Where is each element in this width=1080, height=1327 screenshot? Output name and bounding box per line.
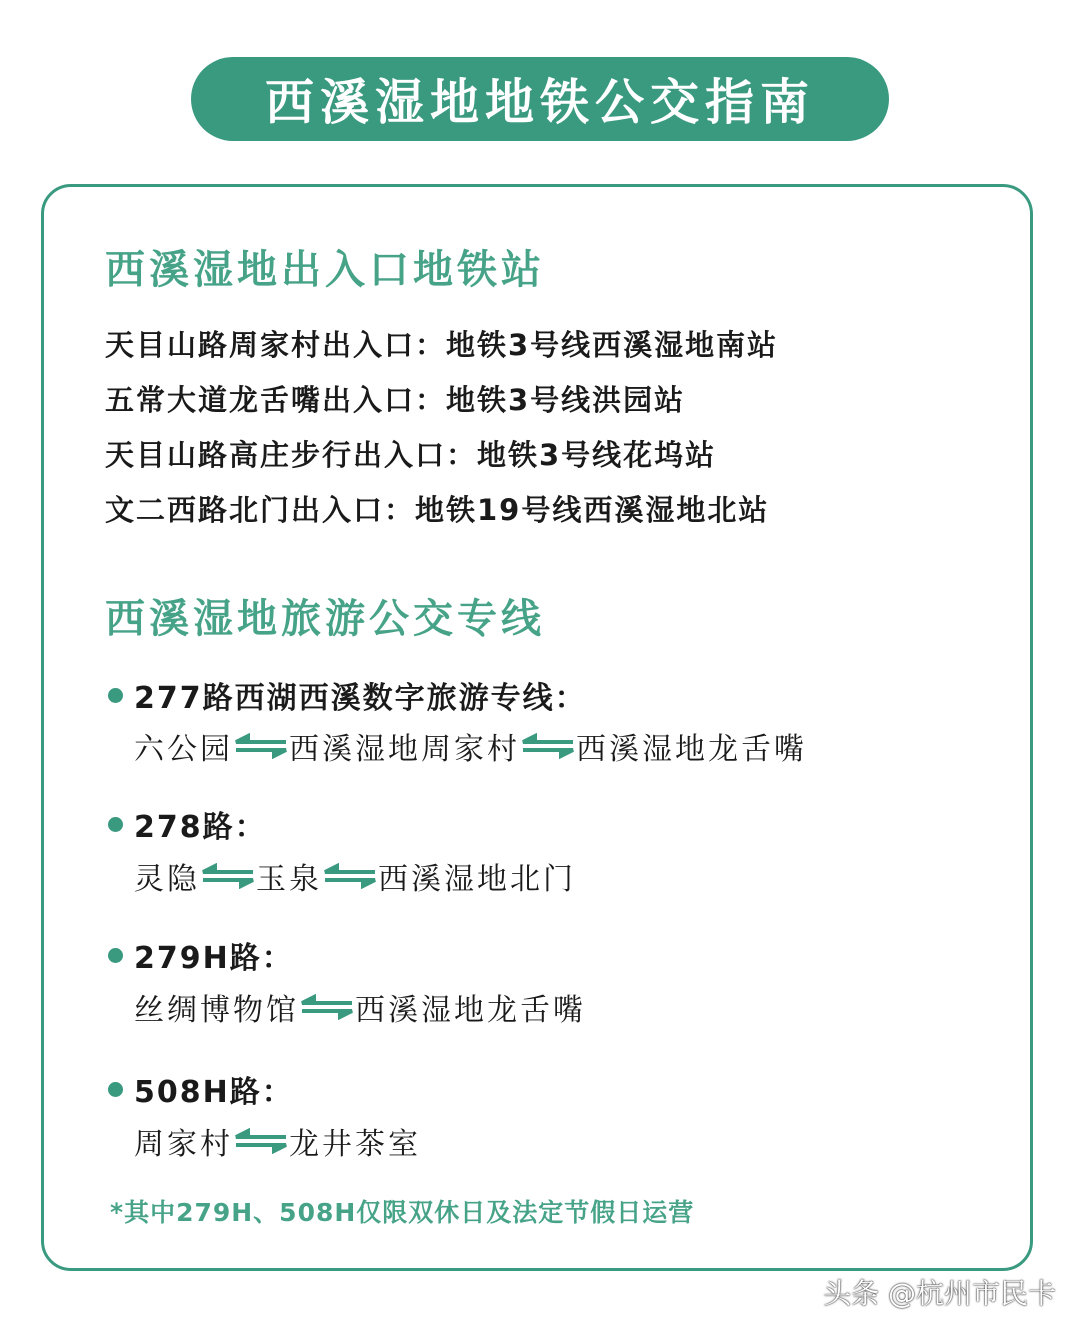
two-way-arrows-icon xyxy=(521,733,575,759)
bus-stop: 西溪湿地周家村 xyxy=(289,732,520,767)
metro-entrance-line: 天目山路周家村出入口：地铁3号线西溪湿地南站 xyxy=(105,328,779,362)
two-way-arrows-icon xyxy=(300,994,354,1020)
bullet-icon xyxy=(108,1082,123,1097)
bus-route-name: 279H路： xyxy=(134,941,294,976)
bus-stop: 灵隐 xyxy=(134,862,200,897)
bus-stop: 玉泉 xyxy=(256,862,322,897)
bus-route-name: 508H路： xyxy=(134,1075,294,1110)
bullet-icon xyxy=(108,688,123,703)
bus-route-278-header xyxy=(108,802,267,846)
bus-stop: 龙井茶室 xyxy=(289,1127,421,1162)
two-way-arrows-icon xyxy=(323,863,377,889)
two-way-arrows-icon xyxy=(234,1128,288,1154)
page-title: 西溪湿地地铁公交指南 xyxy=(264,74,815,131)
two-way-arrows-icon xyxy=(201,863,255,889)
bullet-icon xyxy=(108,817,123,832)
bus-section-heading: 西溪湿地旅游公交专线 xyxy=(105,596,545,642)
bus-stop: 六公园 xyxy=(134,732,233,767)
bus-route-277-stops xyxy=(134,724,807,768)
bus-route-277-header xyxy=(108,673,587,717)
two-way-arrows-icon xyxy=(234,733,288,759)
metro-section-heading: 西溪湿地出入口地铁站 xyxy=(105,247,545,293)
metro-entrance-line: 天目山路高庄步行出入口：地铁3号线花坞站 xyxy=(105,438,717,472)
bus-stop: 西溪湿地龙舌嘴 xyxy=(355,993,586,1028)
metro-entrance-line: 五常大道龙舌嘴出入口：地铁3号线洪园站 xyxy=(105,383,686,417)
bus-stop: 周家村 xyxy=(134,1127,233,1162)
bus-stop: 丝绸博物馆 xyxy=(134,993,299,1028)
bus-route-508h-stops xyxy=(134,1119,421,1163)
bus-route-508h-header xyxy=(108,1067,294,1111)
bus-stop: 西溪湿地北门 xyxy=(378,862,576,897)
bus-route-name: 278路： xyxy=(134,810,267,845)
bus-stop: 西溪湿地龙舌嘴 xyxy=(576,732,807,767)
title-banner xyxy=(191,57,889,141)
bus-route-279h-header xyxy=(108,933,294,977)
bus-route-278-stops xyxy=(134,854,576,898)
metro-entrance-line: 文二西路北门出入口：地铁19号线西溪湿地北站 xyxy=(105,493,770,527)
bus-route-name: 277路西湖西溪数字旅游专线： xyxy=(134,681,587,716)
bullet-icon xyxy=(108,948,123,963)
footnote: *其中279H、508H仅限双休日及法定节假日运营 xyxy=(110,1198,695,1227)
watermark: 头条 @杭州市民卡 xyxy=(823,1277,1056,1310)
bus-route-279h-stops xyxy=(134,985,586,1029)
